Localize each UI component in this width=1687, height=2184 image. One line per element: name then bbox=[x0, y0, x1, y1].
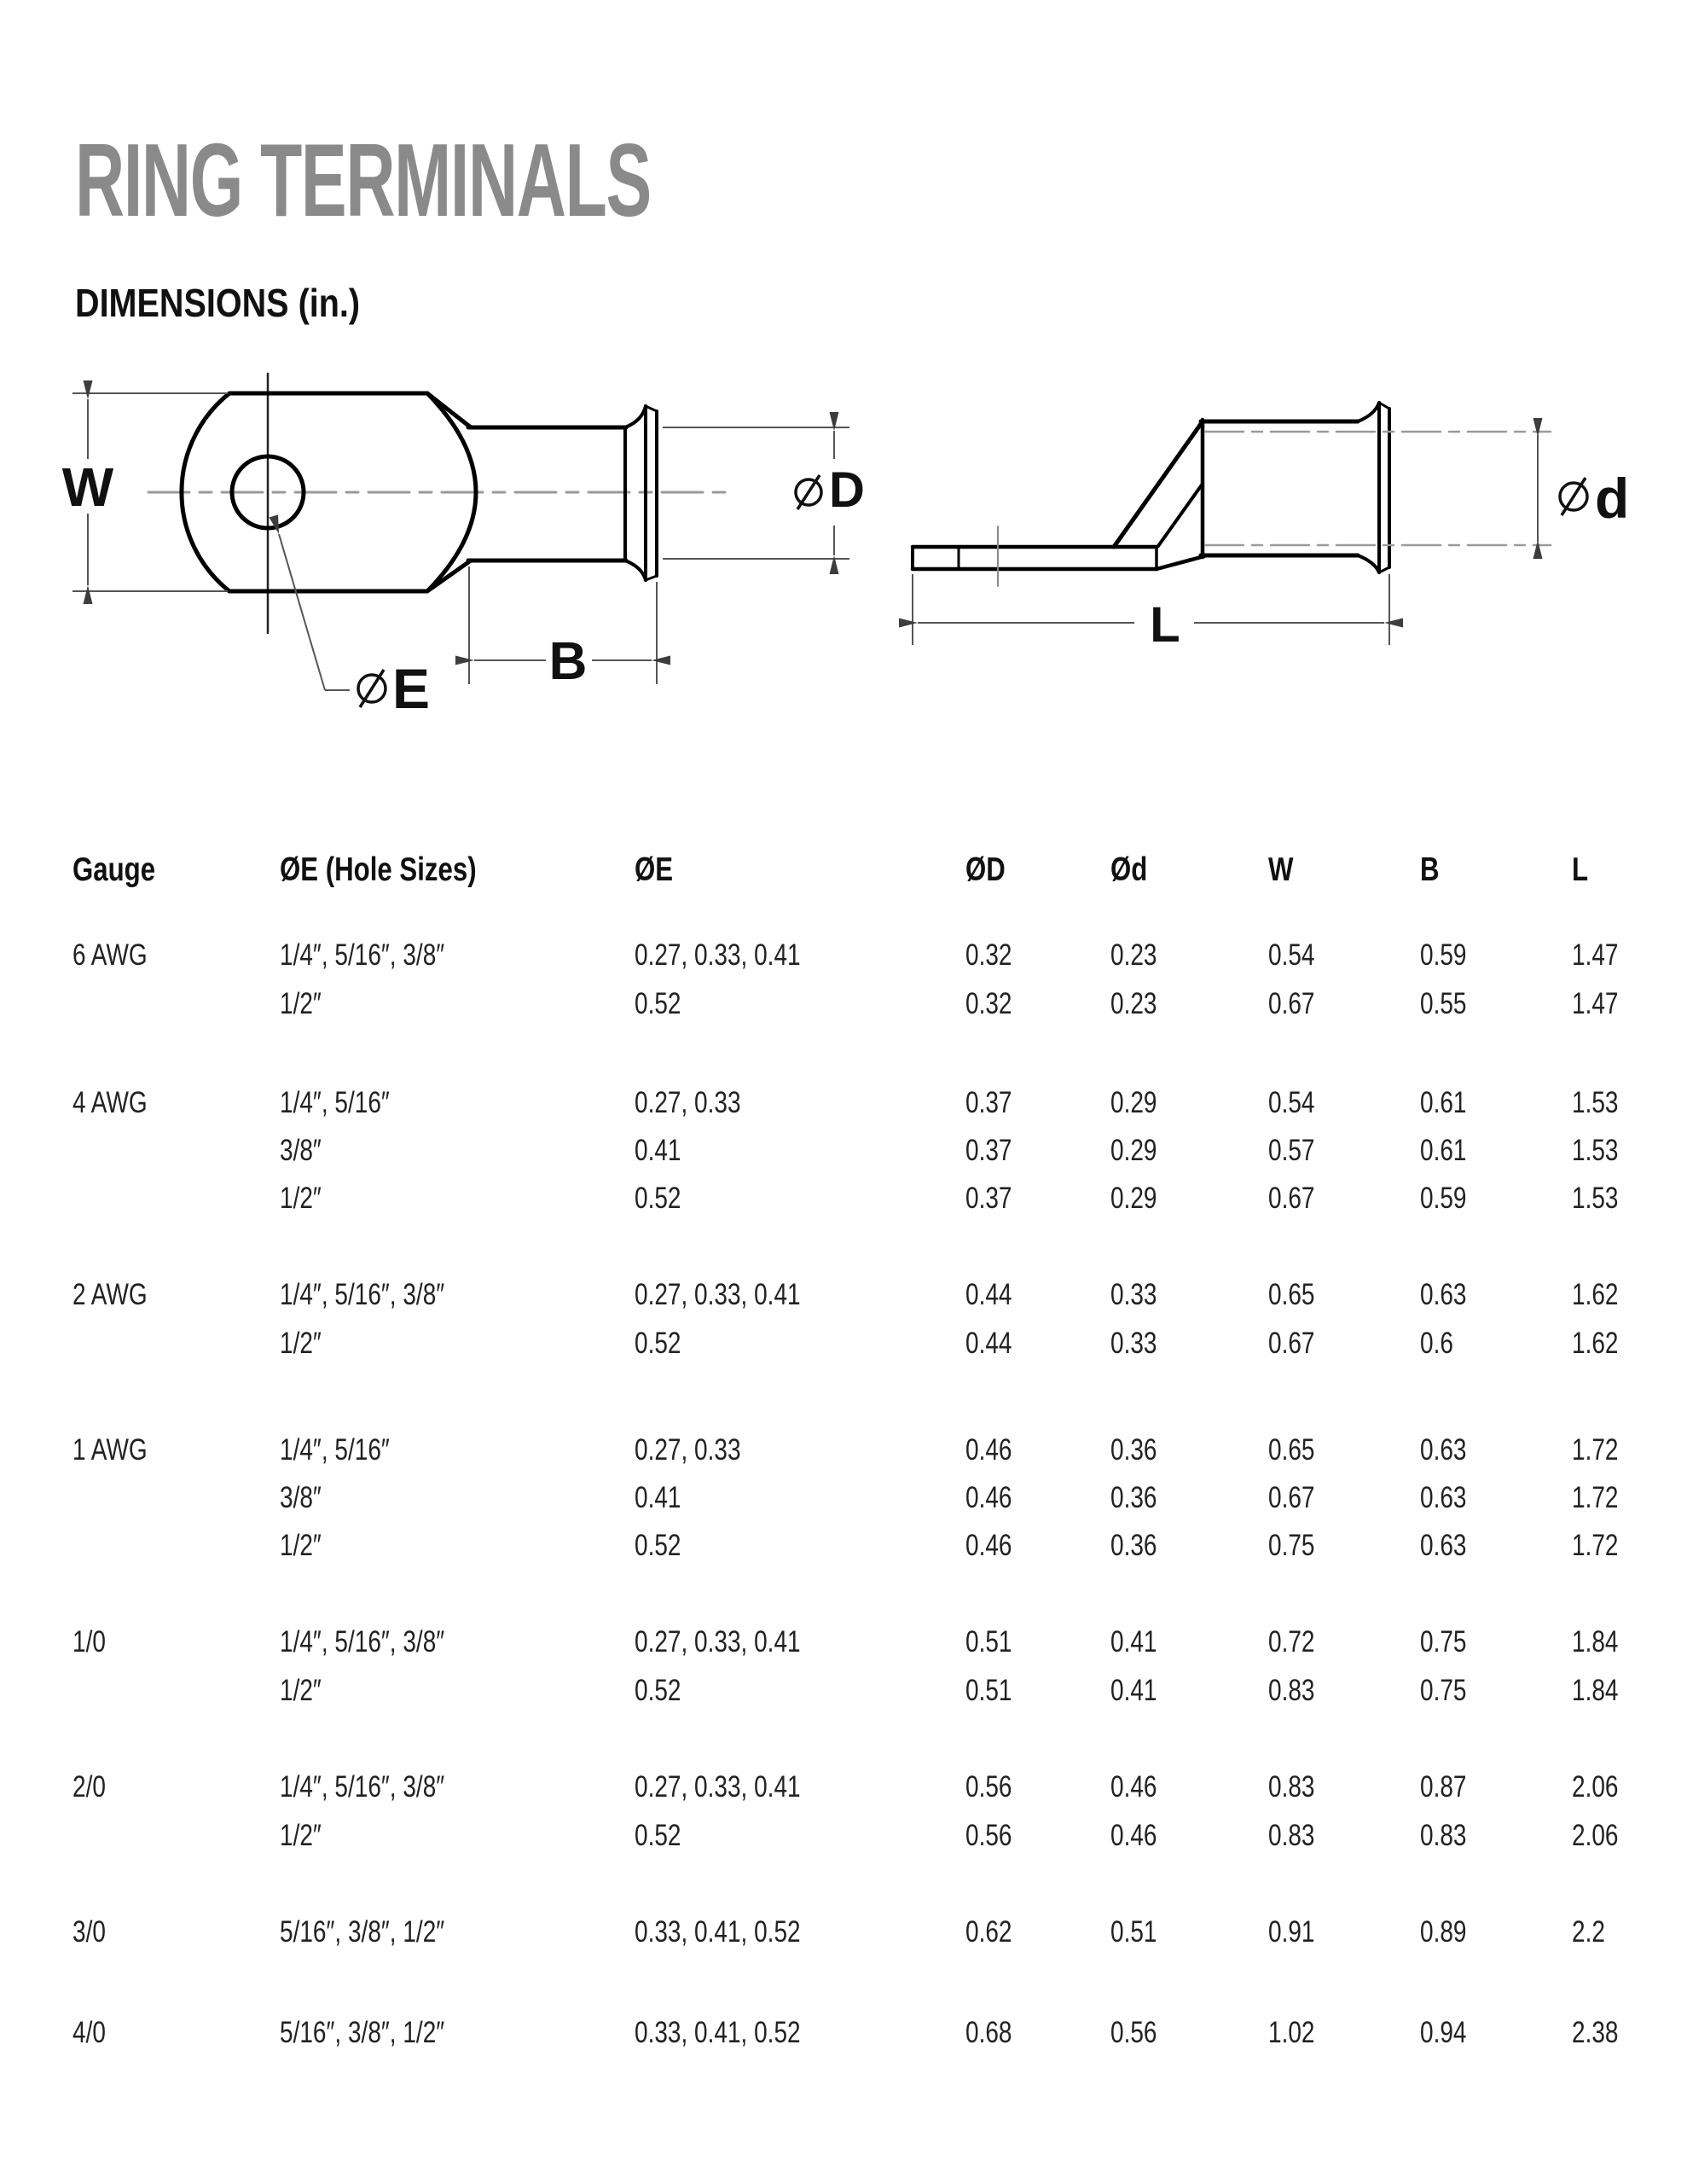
cell-w: 0.67 bbox=[1268, 1182, 1315, 1215]
cell-od_small: 0.29 bbox=[1110, 1086, 1157, 1119]
cell-w: 0.67 bbox=[1268, 1327, 1315, 1360]
column-header-l: L bbox=[1572, 851, 1589, 888]
cell-gauge: 1 AWG bbox=[72, 1433, 148, 1467]
cell-l: 1.53 bbox=[1572, 1182, 1619, 1215]
dim-label-w: W bbox=[61, 456, 114, 518]
cell-oe: 0.52 bbox=[635, 987, 681, 1020]
cell-oe: 0.33, 0.41, 0.52 bbox=[635, 1915, 801, 1949]
table-row bbox=[72, 1273, 1683, 1317]
cell-holes: 5/16″, 3/8″, 1/2″ bbox=[280, 2016, 445, 2049]
column-header-b: B bbox=[1420, 851, 1440, 888]
cell-holes: 1/4″, 5/16″ bbox=[280, 1086, 390, 1119]
cell-od: 0.46 bbox=[965, 1433, 1012, 1467]
cell-b: 0.6 bbox=[1420, 1327, 1453, 1360]
cell-w: 0.54 bbox=[1268, 938, 1315, 972]
cell-l: 2.06 bbox=[1572, 1819, 1619, 1852]
cell-b: 0.63 bbox=[1420, 1529, 1467, 1562]
cell-od: 0.44 bbox=[965, 1327, 1012, 1360]
cell-od_small: 0.33 bbox=[1110, 1327, 1157, 1360]
column-header-od-small: Ød bbox=[1110, 851, 1148, 888]
cell-od: 0.46 bbox=[965, 1529, 1012, 1562]
cell-holes: 1/4″, 5/16″, 3/8″ bbox=[280, 938, 445, 972]
cell-l: 2.38 bbox=[1572, 2016, 1619, 2049]
table-row bbox=[72, 1910, 1683, 1955]
cell-w: 0.65 bbox=[1268, 1278, 1315, 1311]
cell-l: 1.72 bbox=[1572, 1481, 1619, 1514]
cell-od: 0.51 bbox=[965, 1625, 1012, 1658]
cell-od_small: 0.36 bbox=[1110, 1481, 1157, 1514]
dim-label-b: B bbox=[548, 632, 588, 691]
cell-w: 0.57 bbox=[1268, 1134, 1315, 1167]
cell-l: 1.53 bbox=[1572, 1086, 1619, 1119]
dim-label-e: E bbox=[392, 657, 431, 720]
table-row bbox=[72, 933, 1683, 978]
cell-gauge: 6 AWG bbox=[72, 938, 148, 972]
cell-b: 0.94 bbox=[1420, 2016, 1467, 2049]
cell-holes: 1/4″, 5/16″, 3/8″ bbox=[280, 1278, 445, 1311]
column-header-gauge: Gauge bbox=[72, 851, 156, 888]
cell-gauge: 1/0 bbox=[72, 1625, 106, 1658]
cell-l: 1.53 bbox=[1572, 1134, 1619, 1167]
table-row bbox=[72, 1081, 1683, 1125]
table-row bbox=[72, 2011, 1683, 2055]
table-row bbox=[72, 1765, 1683, 1809]
cell-holes: 1/2″ bbox=[280, 1674, 322, 1707]
cell-od_small: 0.29 bbox=[1110, 1134, 1157, 1167]
cell-oe: 0.41 bbox=[635, 1481, 681, 1514]
dim-label-d-small: d bbox=[1595, 467, 1630, 530]
cell-l: 1.84 bbox=[1572, 1625, 1619, 1658]
cell-b: 0.63 bbox=[1420, 1481, 1467, 1514]
cell-l: 1.62 bbox=[1572, 1278, 1619, 1311]
cell-oe: 0.27, 0.33, 0.41 bbox=[635, 1625, 801, 1658]
cell-oe: 0.27, 0.33 bbox=[635, 1086, 741, 1119]
table-row bbox=[72, 1669, 1683, 1713]
cell-b: 0.75 bbox=[1420, 1674, 1467, 1707]
column-header-w: W bbox=[1268, 851, 1294, 888]
cell-w: 0.65 bbox=[1268, 1433, 1315, 1467]
cell-od_small: 0.46 bbox=[1110, 1819, 1157, 1852]
cell-oe: 0.52 bbox=[635, 1529, 681, 1562]
cell-holes: 1/2″ bbox=[280, 1819, 322, 1852]
cell-od: 0.32 bbox=[965, 938, 1012, 972]
cell-od_small: 0.29 bbox=[1110, 1182, 1157, 1215]
cell-od: 0.56 bbox=[965, 1770, 1012, 1804]
cell-oe: 0.52 bbox=[635, 1819, 681, 1852]
cell-od: 0.37 bbox=[965, 1086, 1012, 1119]
cell-oe: 0.52 bbox=[635, 1327, 681, 1360]
cell-od_small: 0.36 bbox=[1110, 1433, 1157, 1467]
dim-label-l: L bbox=[1150, 597, 1180, 653]
cell-od_small: 0.51 bbox=[1110, 1915, 1157, 1949]
cell-w: 0.83 bbox=[1268, 1674, 1315, 1707]
cell-gauge: 4 AWG bbox=[72, 1086, 148, 1119]
cell-b: 0.83 bbox=[1420, 1819, 1467, 1852]
cell-b: 0.55 bbox=[1420, 987, 1467, 1020]
column-header-hole-sizes: ØE (Hole Sizes) bbox=[280, 851, 477, 888]
cell-od: 0.51 bbox=[965, 1674, 1012, 1707]
cell-gauge: 3/0 bbox=[72, 1915, 106, 1949]
cell-holes: 1/4″, 5/16″ bbox=[280, 1433, 390, 1467]
cell-l: 1.62 bbox=[1572, 1327, 1619, 1360]
cell-b: 0.75 bbox=[1420, 1625, 1467, 1658]
cell-b: 0.61 bbox=[1420, 1086, 1467, 1119]
cell-gauge: 2/0 bbox=[72, 1770, 106, 1804]
cell-od: 0.37 bbox=[965, 1182, 1012, 1215]
table-row bbox=[72, 1321, 1683, 1366]
cell-holes: 3/8″ bbox=[280, 1481, 322, 1514]
cell-holes: 1/2″ bbox=[280, 1529, 322, 1562]
cell-od_small: 0.46 bbox=[1110, 1770, 1157, 1804]
table-header-row bbox=[72, 848, 1683, 892]
cell-l: 1.72 bbox=[1572, 1433, 1619, 1467]
cell-l: 1.47 bbox=[1572, 987, 1619, 1020]
column-header-oe: ØE bbox=[635, 851, 674, 888]
table-row bbox=[72, 1428, 1683, 1472]
page-title: RING TERMINALS bbox=[75, 122, 651, 238]
cell-od_small: 0.36 bbox=[1110, 1529, 1157, 1562]
cell-gauge: 2 AWG bbox=[72, 1278, 148, 1311]
cell-od_small: 0.56 bbox=[1110, 2016, 1157, 2049]
table-row bbox=[72, 1476, 1683, 1520]
cell-od: 0.37 bbox=[965, 1134, 1012, 1167]
cell-w: 1.02 bbox=[1268, 2016, 1315, 2049]
table-row bbox=[72, 1176, 1683, 1221]
cell-b: 0.59 bbox=[1420, 938, 1467, 972]
cell-l: 2.2 bbox=[1572, 1915, 1605, 1949]
cell-od_small: 0.23 bbox=[1110, 938, 1157, 972]
cell-w: 0.75 bbox=[1268, 1529, 1315, 1562]
cell-b: 0.63 bbox=[1420, 1278, 1467, 1311]
cell-od_small: 0.33 bbox=[1110, 1278, 1157, 1311]
cell-oe: 0.27, 0.33, 0.41 bbox=[635, 1770, 801, 1804]
cell-l: 1.84 bbox=[1572, 1674, 1619, 1707]
cell-od_small: 0.41 bbox=[1110, 1625, 1157, 1658]
table-row bbox=[72, 1814, 1683, 1858]
cell-oe: 0.27, 0.33, 0.41 bbox=[635, 1278, 801, 1311]
cell-od_small: 0.41 bbox=[1110, 1674, 1157, 1707]
cell-w: 0.54 bbox=[1268, 1086, 1315, 1119]
cell-l: 2.06 bbox=[1572, 1770, 1619, 1804]
table-row bbox=[72, 1620, 1683, 1664]
cell-oe: 0.41 bbox=[635, 1134, 681, 1167]
cell-b: 0.61 bbox=[1420, 1134, 1467, 1167]
table-row bbox=[72, 982, 1683, 1026]
dim-label-d-big: D bbox=[829, 462, 865, 518]
cell-oe: 0.27, 0.33 bbox=[635, 1433, 741, 1467]
cell-od: 0.56 bbox=[965, 1819, 1012, 1852]
cell-w: 0.67 bbox=[1268, 1481, 1315, 1514]
table-row bbox=[72, 1524, 1683, 1568]
cell-od: 0.32 bbox=[965, 987, 1012, 1020]
cell-l: 1.72 bbox=[1572, 1529, 1619, 1562]
column-header-od: ØD bbox=[965, 851, 1006, 888]
cell-w: 0.91 bbox=[1268, 1915, 1315, 1949]
cell-od: 0.46 bbox=[965, 1481, 1012, 1514]
cell-holes: 1/2″ bbox=[280, 1182, 322, 1215]
cell-holes: 1/2″ bbox=[280, 987, 322, 1020]
cell-l: 1.47 bbox=[1572, 938, 1619, 972]
cell-w: 0.83 bbox=[1268, 1770, 1315, 1804]
cell-b: 0.87 bbox=[1420, 1770, 1467, 1804]
cell-b: 0.89 bbox=[1420, 1915, 1467, 1949]
cell-oe: 0.27, 0.33, 0.41 bbox=[635, 938, 801, 972]
cell-w: 0.67 bbox=[1268, 987, 1315, 1020]
cell-holes: 3/8″ bbox=[280, 1134, 322, 1167]
cell-holes: 5/16″, 3/8″, 1/2″ bbox=[280, 1915, 445, 1949]
cell-w: 0.83 bbox=[1268, 1819, 1315, 1852]
cell-od: 0.44 bbox=[965, 1278, 1012, 1311]
cell-od_small: 0.23 bbox=[1110, 987, 1157, 1020]
cell-oe: 0.52 bbox=[635, 1182, 681, 1215]
cell-gauge: 4/0 bbox=[72, 2016, 106, 2049]
cell-w: 0.72 bbox=[1268, 1625, 1315, 1658]
cell-oe: 0.33, 0.41, 0.52 bbox=[635, 2016, 801, 2049]
cell-holes: 1/4″, 5/16″, 3/8″ bbox=[280, 1625, 445, 1658]
cell-od: 0.68 bbox=[965, 2016, 1012, 2049]
cell-holes: 1/4″, 5/16″, 3/8″ bbox=[280, 1770, 445, 1804]
cell-oe: 0.52 bbox=[635, 1674, 681, 1707]
cell-holes: 1/2″ bbox=[280, 1327, 322, 1360]
cell-b: 0.63 bbox=[1420, 1433, 1467, 1467]
section-heading-dimensions: DIMENSIONS (in.) bbox=[75, 281, 361, 325]
cell-od: 0.62 bbox=[965, 1915, 1012, 1949]
table-row bbox=[72, 1129, 1683, 1173]
cell-b: 0.59 bbox=[1420, 1182, 1467, 1215]
